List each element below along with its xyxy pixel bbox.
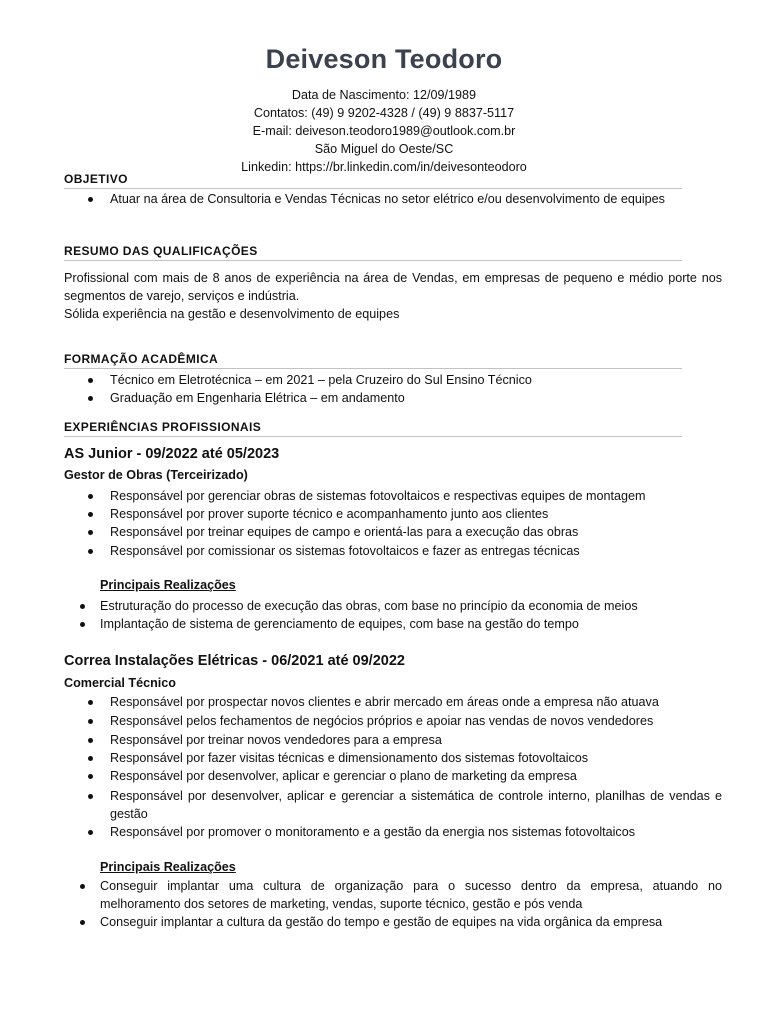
job-duty: Responsável pelos fechamentos de negócios próprios e apoiar nas vendas de novos vendedores xyxy=(110,714,654,728)
formacao-item: Técnico em Eletrotécnica – em 2021 – pela Cruzeiro do Sul Ensino Técnico xyxy=(110,373,532,387)
section-experiencias-heading: EXPERIÊNCIAS PROFISSIONAIS xyxy=(64,420,682,437)
job-duty: Responsável por prover suporte técnico e acompanhamento junto aos clientes xyxy=(110,507,549,521)
achievements-heading: Principais Realizações xyxy=(100,578,236,592)
achievement: Conseguir implantar uma cultura de organização para o sucesso dentro da empresa, atuando no melhoramento dos setores de marketing, vendas, suporte técnico, gestão e pós venda xyxy=(100,879,722,911)
job-title: AS Junior - 09/2022 até 05/2023 xyxy=(64,446,280,462)
objetivo-text: Atuar na área de Consultoria e Vendas Técnicas no setor elétrico e/ou desenvolvimento de equipes xyxy=(110,192,665,206)
job-duty: Responsável por promover o monitoramento e a gestão da energia nos sistemas fotovoltaicos xyxy=(110,825,636,839)
job-duty: Responsável por prospectar novos clientes e abrir mercado em áreas onde a empresa não atuava xyxy=(110,695,659,709)
job-duty: Responsável por comissionar os sistemas fotovoltaicos e fazer as entregas técnicas xyxy=(110,544,580,558)
formacao-item: Graduação em Engenharia Elétrica – em andamento xyxy=(110,391,405,405)
list-item xyxy=(88,190,682,226)
section-formacao-heading: FORMAÇÃO ACADÊMICA xyxy=(64,352,682,369)
section-resumo-heading: RESUMO DAS QUALIFICAÇÕES xyxy=(64,244,682,261)
list-item xyxy=(88,767,722,785)
job-duty: Responsável por fazer visitas técnicas e dimensionamento dos sistemas fotovoltaicos xyxy=(110,751,589,765)
job-duty: Responsável por desenvolver, aplicar e gerenciar o plano de marketing da empresa xyxy=(110,769,577,783)
list-item xyxy=(80,877,722,913)
list-item xyxy=(88,787,722,823)
list-item xyxy=(88,487,722,505)
job-duty: Responsável por treinar novos vendedores para a empresa xyxy=(110,733,442,747)
list-item xyxy=(88,823,722,841)
job-role: Comercial Técnico xyxy=(64,676,176,690)
list-item xyxy=(80,597,722,615)
list-item xyxy=(88,389,682,407)
birth-date: Data de Nascimento: 12/09/1989 xyxy=(291,88,477,102)
resumo-paragraph-2: Sólida experiência na gestão e desenvolvimento de equipes xyxy=(64,307,400,321)
linkedin: Linkedin: https://br.linkedin.com/in/deivesonteodoro xyxy=(241,160,527,174)
list-item xyxy=(88,693,722,711)
list-item xyxy=(80,615,722,633)
section-objetivo-heading: OBJETIVO xyxy=(64,172,682,189)
achievement: Implantação de sistema de gerenciamento de equipes, com base na gestão do tempo xyxy=(100,617,579,631)
list-item xyxy=(88,505,722,523)
list-item xyxy=(80,913,722,949)
list-item xyxy=(88,731,722,749)
email: E-mail: deiveson.teodoro1989@outlook.com.br xyxy=(252,124,516,138)
phone-contacts: Contatos: (49) 9 9202-4328 / (49) 9 8837-5117 xyxy=(253,106,515,120)
job-duty: Responsável por treinar equipes de campo e orientá-las para a execução das obras xyxy=(110,525,579,539)
list-item xyxy=(88,371,682,389)
job-duty: Responsável por desenvolver, aplicar e gerenciar a sistemática de controle interno, planilhas de vendas e gestão xyxy=(110,789,722,821)
achievements-heading: Principais Realizações xyxy=(100,860,236,874)
job-title: Correa Instalações Elétricas - 06/2021 até 09/2022 xyxy=(64,653,405,669)
job-duty: Responsável por gerenciar obras de sistemas fotovoltaicos e respectivas equipes de montagem xyxy=(110,489,646,503)
list-item xyxy=(88,712,722,730)
resumo-paragraph-1: Profissional com mais de 8 anos de experiência na área de Vendas, em empresas de pequeno e médio porte nos segmentos de varejo, serviços e indústria. xyxy=(64,271,722,303)
job-role: Gestor de Obras (Terceirizado) xyxy=(64,468,248,482)
achievement: Estruturação do processo de execução das obras, com base no princípio da economia de meios xyxy=(100,599,638,613)
list-item xyxy=(88,542,722,560)
list-item xyxy=(88,523,722,541)
city: São Miguel do Oeste/SC xyxy=(314,142,454,156)
achievement: Conseguir implantar a cultura da gestão do tempo e gestão de equipes na vida orgânica da empresa xyxy=(100,915,663,929)
candidate-name: Deiveson Teodoro xyxy=(265,44,503,74)
list-item xyxy=(88,749,722,767)
